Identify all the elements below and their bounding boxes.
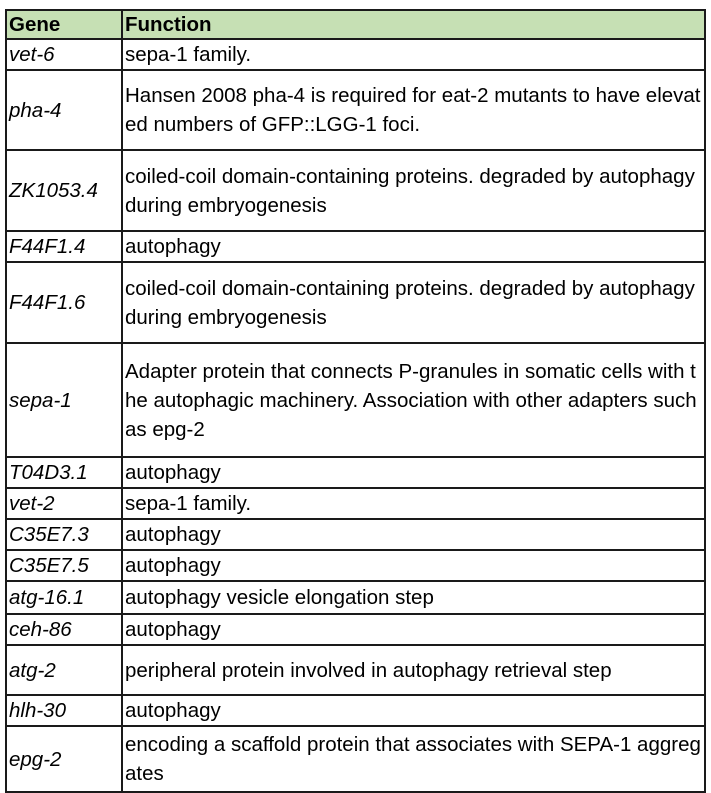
gene-cell: atg-2 — [6, 645, 122, 695]
table-row — [6, 343, 705, 457]
function-cell: autophagy — [122, 457, 705, 488]
table-row — [6, 39, 705, 70]
gene-cell: F44F1.6 — [6, 262, 122, 343]
gene-cell: vet-6 — [6, 39, 122, 70]
gene-cell: T04D3.1 — [6, 457, 122, 488]
function-cell: autophagy vesicle elongation step — [122, 581, 705, 614]
header-row — [6, 10, 705, 39]
table-row — [6, 550, 705, 581]
function-cell: autophagy — [122, 519, 705, 550]
table-row — [6, 519, 705, 550]
table-row — [6, 645, 705, 695]
function-cell: Hansen 2008 pha-4 is required for eat-2 mutants to have elevated numbers of GFP::LGG-1 foci. — [122, 70, 705, 150]
gene-cell: epg-2 — [6, 726, 122, 792]
gene-cell: hlh-30 — [6, 695, 122, 726]
table-row — [6, 488, 705, 519]
function-cell: autophagy — [122, 695, 705, 726]
table-row — [6, 614, 705, 645]
function-cell: autophagy — [122, 550, 705, 581]
table-row — [6, 231, 705, 262]
function-cell: peripheral protein involved in autophagy retrieval step — [122, 645, 705, 695]
gene-cell: C35E7.3 — [6, 519, 122, 550]
table-row — [6, 726, 705, 792]
gene-cell: ceh-86 — [6, 614, 122, 645]
table-row — [6, 457, 705, 488]
function-cell: sepa-1 family. — [122, 39, 705, 70]
table-row — [6, 262, 705, 343]
gene-cell: pha-4 — [6, 70, 122, 150]
gene-cell: C35E7.5 — [6, 550, 122, 581]
gene-cell: vet-2 — [6, 488, 122, 519]
table-row — [6, 581, 705, 614]
function-cell: encoding a scaffold protein that associates with SEPA-1 aggregates — [122, 726, 705, 792]
function-cell: Adapter protein that connects P-granules in somatic cells with the autophagic machinery. Association with other adapters such as epg-2 — [122, 343, 705, 457]
function-cell: autophagy — [122, 614, 705, 645]
table-row — [6, 695, 705, 726]
table-row — [6, 70, 705, 150]
function-cell: coiled-coil domain-containing proteins. degraded by autophagy during embryogenesis — [122, 262, 705, 343]
gene-cell: F44F1.4 — [6, 231, 122, 262]
function-cell: sepa-1 family. — [122, 488, 705, 519]
gene-function-table — [5, 9, 706, 793]
function-cell: autophagy — [122, 231, 705, 262]
gene-cell: sepa-1 — [6, 343, 122, 457]
gene-cell: ZK1053.4 — [6, 150, 122, 231]
gene-cell: atg-16.1 — [6, 581, 122, 614]
function-column-header: Function — [122, 10, 705, 39]
gene-column-header: Gene — [6, 10, 122, 39]
table-row — [6, 150, 705, 231]
function-cell: coiled-coil domain-containing proteins. degraded by autophagy during embryogenesis — [122, 150, 705, 231]
